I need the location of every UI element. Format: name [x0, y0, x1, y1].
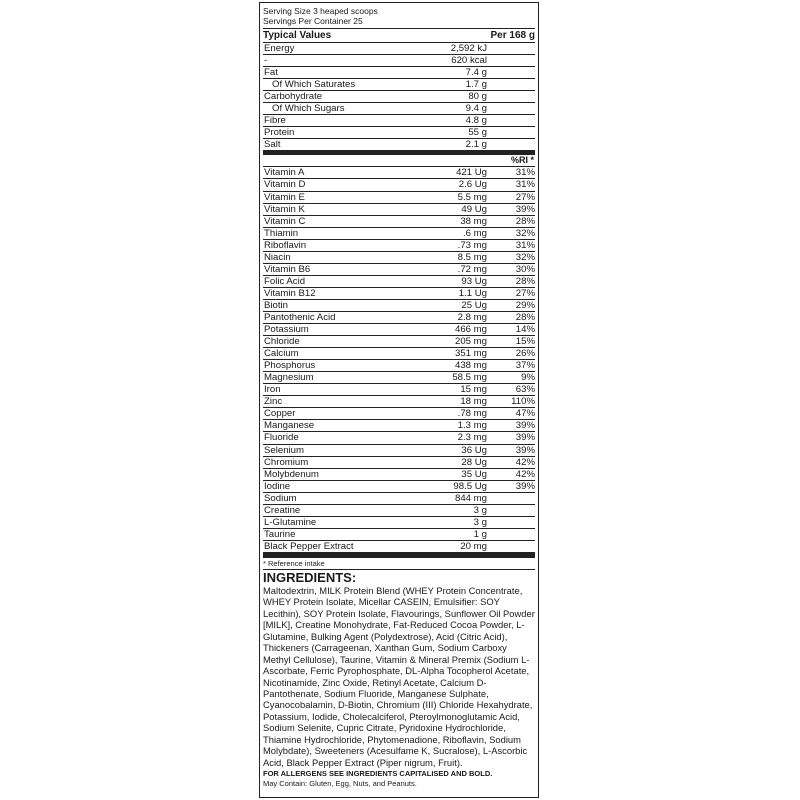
nutrient-name: Vitamin E [264, 191, 305, 203]
nutrient-ri: 31% [515, 239, 535, 251]
nutrient-name: Fluoride [264, 432, 299, 444]
nutrient-row [263, 420, 535, 432]
nutrient-row [263, 529, 535, 541]
nutrient-ri: 29% [515, 299, 535, 311]
nutrient-row [263, 79, 535, 91]
nutrient-name: Vitamin K [264, 203, 305, 215]
nutrient-ri: 37% [515, 360, 535, 372]
nutrient-name: Fat [264, 67, 278, 79]
nutrient-ri: 9% [521, 372, 535, 384]
nutrient-name: Iron [264, 384, 281, 396]
nutrient-name: Fibre [264, 115, 286, 127]
nutrient-name: Selenium [264, 444, 304, 456]
servings-per-container: Servings Per Container 25 [263, 16, 363, 26]
nutrient-name: Riboflavin [264, 239, 307, 251]
nutrient-row [263, 115, 535, 127]
nutrient-ri: 14% [515, 324, 535, 336]
nutrient-row [263, 408, 535, 420]
nutrient-row [263, 336, 535, 348]
nutrient-row [263, 360, 535, 372]
nutrient-amount: 2,592 kJ [450, 43, 487, 55]
nutrient-row [263, 312, 535, 324]
nutrient-name: Potassium [264, 324, 309, 336]
nutrient-name: Chloride [264, 336, 300, 348]
nutrient-ri: 39% [515, 203, 535, 215]
nutrient-name: Taurine [264, 528, 296, 540]
nutrient-name: Carbohydrate [264, 91, 323, 103]
typical-values-header [263, 28, 535, 43]
nutrient-name: Salt [264, 139, 281, 151]
nutrient-name: Niacin [264, 251, 291, 263]
nutrient-row [263, 445, 535, 457]
nutrient-ri: 31% [515, 167, 535, 179]
nutrient-name: Of Which Saturates [272, 79, 356, 91]
reference-intake-footnote: * Reference intake [263, 558, 535, 570]
nutrient-row [263, 517, 535, 529]
nutrient-amount: .78 mg [457, 408, 487, 420]
nutrient-ri: 31% [515, 179, 535, 191]
nutrient-amount: 1 g [473, 528, 487, 540]
allergen-statement: FOR ALLERGENS SEE INGREDIENTS CAPITALISED AND BOLD. [263, 769, 493, 779]
nutrition-label [259, 2, 539, 798]
nutrient-row [263, 396, 535, 408]
nutrient-amount: 205 mg [455, 336, 487, 348]
nutrient-ri: 28% [515, 215, 535, 227]
nutrient-row [263, 300, 535, 312]
ingredients-text: Maltodextrin, MILK Protein Blend (WHEY Protein Concentrate, WHEY Protein Isolate, Micellar CASEIN, Emulsifier: SOY Lecithin), SOY Protein Isolate, Flavourings, Sunflower Oil Powder [MILK], Creatine Monohydrate, Fat-Reduced Cocoa Powder, L-Glutamine, Bulking Agent (Polydextrose), Acid (Citric Acid), Thickeners (Carrageenan, Xanthan Gum, Sodium Carboxy Methyl Cellulose), Taurine, Vitamin & Mineral Premix (Sodium L-Ascorbate, Ferric Pyrophosphate, DL-Alpha Tocopherol Acetate, Nicotinamide, Zinc Oxide, Retinyl Acetate, Calcium D-Pantothenate, Sodium Fluoride, Manganese Sulphate, Cyanocobalamin, D-Biotin, Chromium (III) Chloride Hexahydrate, Potassium, Iodide, Cholecalciferol, Pteroylmonoglutamic Acid, Sodium Selenite, Cupric Citrate, Pyridoxine Hydrochloride, Thiamine Hydrochloride, Phytomenadione, Riboflavin, Sodium Molybdate), Sweeteners (Acesulfame K, Sucralose), L-Ascorbic Acid, Black Pepper Extract (Piper nigrum, Fruit). [263, 584, 535, 768]
ri-header-label: %RI * [510, 155, 534, 166]
nutrient-amount: .72 mg [457, 263, 487, 275]
nutrient-row [263, 139, 535, 151]
nutrient-amount: 2.3 mg [457, 432, 487, 444]
nutrient-amount: 4.8 g [465, 115, 487, 127]
nutrient-name: Vitamin D [264, 179, 306, 191]
nutrient-ri: 27% [515, 287, 535, 299]
nutrient-name: Vitamin B6 [264, 263, 311, 275]
nutrient-ri: 39% [515, 420, 535, 432]
nutrient-ri: 42% [515, 456, 535, 468]
nutrient-ri: 110% [511, 396, 535, 408]
nutrient-name: Chromium [264, 456, 309, 468]
nutrient-row [263, 67, 535, 79]
nutrient-name: Thiamin [264, 227, 299, 239]
nutrient-ri: 47% [515, 408, 535, 420]
nutrient-name: Zinc [264, 396, 283, 408]
nutrient-ri: 42% [515, 468, 535, 480]
nutrient-row [263, 192, 535, 204]
nutrient-row [263, 481, 535, 493]
nutrient-amount: 844 mg [455, 492, 487, 504]
nutrient-row [263, 469, 535, 481]
nutrient-amount: 7.4 g [465, 67, 487, 79]
nutrient-row [263, 43, 535, 55]
nutrient-name: L-Glutamine [264, 516, 317, 528]
nutrient-name: Magnesium [264, 372, 314, 384]
nutrient-row [263, 264, 535, 276]
nutrient-row [263, 228, 535, 240]
ingredients-title: INGREDIENTS: [263, 569, 357, 585]
nutrient-amount: 49 Ug [461, 203, 487, 215]
nutrient-name: Protein [264, 127, 295, 139]
nutrient-row [263, 505, 535, 517]
nutrient-row [263, 179, 535, 191]
nutrient-row [263, 541, 535, 553]
nutrient-amount: 18 mg [460, 396, 487, 408]
nutrient-name: - [264, 55, 268, 67]
nutrient-amount: .6 mg [463, 227, 487, 239]
may-contain-statement: May Contain: Gluten, Egg, Nuts, and Peanuts. [263, 779, 417, 789]
vitamins-minerals-table [263, 167, 535, 558]
nutrient-row [263, 276, 535, 288]
nutrient-amount: 2.8 mg [457, 312, 487, 323]
nutrient-name: Vitamin A [264, 167, 305, 179]
nutrient-ri: 32% [515, 227, 535, 239]
nutrient-amount: 2.6 Ug [458, 179, 487, 191]
nutrient-row [263, 457, 535, 469]
nutrient-name: Black Pepper Extract [264, 540, 354, 552]
nutrient-name: Folic Acid [264, 275, 306, 287]
nutrient-row [263, 324, 535, 336]
nutrient-row [263, 204, 535, 216]
nutrient-amount: 421 Ug [456, 167, 487, 179]
nutrient-row [263, 288, 535, 300]
nutrient-row [263, 252, 535, 264]
nutrient-amount: 9.4 g [465, 103, 487, 115]
nutrient-ri: 28% [515, 312, 535, 323]
nutrient-amount: 25 Ug [461, 299, 487, 311]
nutrient-name: Phosphorus [264, 360, 316, 372]
nutrient-name: Copper [264, 408, 296, 420]
nutrient-amount: 20 mg [460, 540, 487, 552]
nutrient-amount: 466 mg [455, 324, 487, 336]
nutrient-row [263, 91, 535, 103]
nutrient-ri: 30% [515, 263, 535, 275]
nutrient-name: Energy [264, 43, 295, 55]
nutrient-name: Biotin [264, 299, 288, 311]
nutrient-amount: 620 kcal [451, 55, 487, 67]
ri-header [263, 155, 535, 167]
nutrient-name: Sodium [264, 492, 297, 504]
nutrient-row [263, 372, 535, 384]
nutrient-amount: 3 g [473, 516, 487, 528]
nutrient-amount: 5.5 mg [457, 191, 487, 203]
nutrient-ri: 39% [515, 480, 535, 492]
nutrient-amount: 351 mg [455, 348, 487, 360]
nutrient-ri: 26% [515, 348, 535, 360]
per-amount: Per 168 g [490, 30, 535, 41]
nutrient-name: Manganese [264, 420, 315, 432]
nutrient-amount: 2.1 g [465, 139, 487, 151]
typical-values-title: Typical Values [263, 30, 332, 41]
nutrient-ri: 63% [515, 384, 535, 396]
nutrient-amount: 98.5 Ug [453, 480, 487, 492]
nutrient-row [263, 348, 535, 360]
nutrient-row [263, 55, 535, 67]
nutrient-ri: 39% [515, 444, 535, 456]
nutrient-amount: 55 g [468, 127, 487, 139]
nutrient-row [263, 216, 535, 228]
nutrient-amount: 1.1 Ug [458, 287, 487, 299]
nutrient-row [263, 432, 535, 444]
nutrient-ri: 39% [515, 432, 535, 444]
nutrient-amount: 3 g [473, 504, 487, 516]
nutrient-row [263, 167, 535, 179]
nutrient-amount: 28 Ug [461, 456, 487, 468]
nutrient-ri: 28% [515, 275, 535, 287]
nutrient-name: Pantothenic Acid [264, 312, 336, 323]
nutrient-ri: 15% [515, 336, 535, 348]
nutrient-amount: 80 g [468, 91, 487, 103]
nutrient-name: Creatine [264, 504, 301, 516]
nutrient-name: Molybdenum [264, 468, 319, 480]
nutrient-amount: 15 mg [460, 384, 487, 396]
nutrient-amount: 93 Ug [461, 275, 487, 287]
nutrient-row [263, 384, 535, 396]
nutrient-amount: 438 mg [455, 360, 487, 372]
serving-size: Serving Size 3 heaped scoops [263, 6, 378, 16]
nutrient-ri: 32% [515, 251, 535, 263]
nutrient-amount: 35 Ug [461, 468, 487, 480]
nutrient-row [263, 103, 535, 115]
nutrient-ri: 27% [515, 191, 535, 203]
nutrient-amount: 38 mg [460, 215, 487, 227]
nutrient-row [263, 127, 535, 139]
nutrient-row [263, 240, 535, 252]
typical-values-table [263, 43, 535, 151]
nutrient-amount: .73 mg [457, 239, 487, 251]
nutrient-amount: 1.7 g [465, 79, 487, 91]
nutrient-name: Iodine [264, 480, 291, 492]
nutrient-name: Of Which Sugars [272, 103, 345, 115]
nutrient-amount: 58.5 mg [452, 372, 487, 384]
nutrient-name: Calcium [264, 348, 299, 360]
nutrient-amount: 36 Ug [461, 444, 487, 456]
nutrient-amount: 1.3 mg [457, 420, 487, 432]
nutrient-row [263, 493, 535, 505]
nutrient-amount: 8.5 mg [457, 251, 487, 263]
nutrient-name: Vitamin B12 [264, 287, 316, 299]
nutrient-name: Vitamin C [264, 215, 306, 227]
